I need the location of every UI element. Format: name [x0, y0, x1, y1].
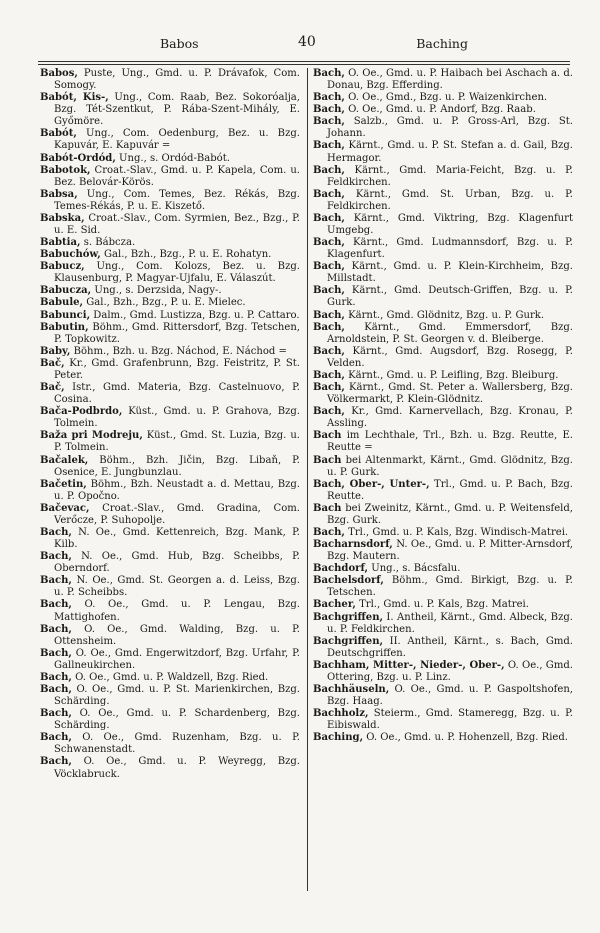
entry — [313, 708, 573, 732]
entry-headword: Bach — [313, 454, 342, 466]
entry — [40, 261, 300, 285]
entry-headword: Bač, — [40, 382, 65, 394]
entry — [313, 599, 573, 611]
entry-headword: Bach, — [313, 212, 345, 224]
entry-text: Kärnt., Gmd. Ludmannsdorf, Bzg. u. P. Klagenfurt. — [327, 237, 573, 261]
entry-headword: Bach, — [313, 188, 345, 200]
entry-headword: Bačalek, — [40, 454, 89, 466]
entry — [40, 346, 300, 358]
entry — [40, 599, 300, 623]
entry-text: Böhm., Bzh. Jičin, Bzg. Libaň, P. Osenice, E. Jungbunzlau. — [54, 454, 300, 478]
entry-text: Böhm., Bzh. u. Bzg. Náchod, E. Náchod = — [70, 345, 287, 357]
entry-headword: Bach, — [313, 261, 345, 273]
entry-text: O. Oe., Gmd., Bzg. u. P. Waizenkirchen. — [344, 92, 548, 104]
entry-text: Kärnt., Gmd. Maria-Feicht, Bzg. u. P. Feldkirchen. — [327, 164, 573, 188]
entry-headword: Bach — [313, 502, 342, 514]
entry — [40, 479, 300, 503]
entry — [40, 382, 300, 406]
entry — [40, 237, 300, 249]
entry-text: O. Oe., Gmd. Engerwitzdorf, Bzg. Urfahr, P. Gallneukirchen. — [54, 647, 300, 671]
entry — [313, 563, 573, 575]
entry-headword: Bach, — [313, 164, 345, 176]
entry-text: Trl., Gmd. u. P. Kals, Bzg. Windisch-Matrei. — [344, 526, 569, 538]
entry-text: N. Oe., Gmd. u. P. Mitter-Arnsdorf, Bzg. Mautern. — [327, 539, 573, 563]
entry — [40, 756, 300, 780]
entry — [313, 346, 573, 370]
entry-text: O. Oe., Gmd. u. P. Weyregg, Bzg. Vöcklabruck. — [54, 756, 300, 780]
entry — [313, 370, 573, 382]
entry-headword: Babule, — [40, 297, 84, 309]
entry — [40, 455, 300, 479]
entry — [313, 310, 573, 322]
entry-text: Kärnt., Gmd. u. P. St. Stefan a. d. Gail, Bzg. Hermagor. — [327, 140, 573, 164]
entry-text: im Lechthale, Trl., Bzh. u. Bzg. Reutte, E. Reutte = — [327, 430, 573, 454]
entry-headword: Babuchów, — [40, 249, 101, 261]
entry-headword: Bachham, Mitter-, Nieder-, Ober-, — [313, 659, 505, 671]
entry-text: O. Oe., Gmd. u. P. Gaspoltshofen, Bzg. Haag. — [327, 683, 573, 708]
entry — [40, 249, 300, 261]
entry-text: Kärnt., Gmd. St. Peter a. Wallersberg, Bzg. Völkermarkt, P. Klein-Glödnitz. — [327, 382, 573, 406]
entry-headword: Babót, Kis-, — [40, 92, 109, 104]
entry — [40, 358, 300, 382]
entry — [40, 165, 300, 189]
entry-headword: Baby, — [40, 345, 71, 357]
gazetteer-columns — [40, 68, 574, 928]
entry-text: O. Oe., Gmd. u. P. Lengau, Bzg. Mattighofen. — [54, 599, 300, 623]
entry-text: Kärnt., Gmd. Deutsch-Griffen, Bzg. u. P. Gurk. — [327, 285, 573, 309]
entry-headword: Babtia, — [40, 237, 81, 249]
entry-text: O. Oe., Gmd. u. P. Hohenzell, Bzg. Ried. — [363, 732, 569, 744]
entry-text: N. Oe., Gmd. Kettenreich, Bzg. Mank, P. Kilb. — [54, 526, 300, 551]
entry — [40, 648, 300, 672]
entry-text: O. Oe., Gmd. u. P. Haibach bei Aschach a. d. Donau, Bzg. Efferding. — [327, 68, 573, 92]
entry-headword: Bachgriffen, — [313, 635, 383, 647]
entry-text: Kärnt., Gmd. Emmersdorf, Bzg. Arnoldstein, P. St. Georgen v. d. Bleiberge. — [327, 321, 573, 345]
entry — [313, 68, 573, 92]
header-rule — [38, 61, 570, 62]
entry-headword: Bach, — [313, 369, 345, 381]
entry-headword: Bach, — [313, 382, 345, 394]
entry-text: Kärnt., Gmd. St. Urban, Bzg. u. P. Feldkirchen. — [327, 188, 573, 212]
entry-text: Steierm., Gmd. Stameregg, Bzg. u. P. Eibiswald. — [327, 708, 573, 732]
entry-headword: Bach, — [313, 140, 345, 152]
entry-headword: Bach — [313, 430, 342, 442]
left-column — [40, 68, 300, 781]
entry-text: Croat.-Slav., Com. Syrmien, Bez., Bzg., P. u. E. Sid. — [54, 212, 300, 237]
entry-text: O. Oe., Gmd. u. P. Schardenberg, Bzg. Schärding. — [54, 708, 300, 732]
entry — [40, 672, 300, 684]
entry-text: O. Oe., Gmd. Ruzenham, Bzg. u. P. Schwanenstadt. — [54, 732, 300, 756]
entry — [40, 285, 300, 297]
entry-headword: Bachhäuseln, — [313, 683, 390, 695]
entry — [40, 503, 300, 527]
entry-text: Küst., Gmd. u. P. Grahova, Bzg. Tolmein. — [54, 406, 300, 430]
entry-text: N. Oe., Gmd. St. Georgen a. d. Leiss, Bzg. u. P. Scheibbs. — [54, 575, 300, 599]
entry — [313, 382, 573, 406]
entry — [313, 140, 573, 164]
entry — [313, 116, 573, 140]
entry — [313, 636, 573, 660]
entry-text: Ung., Com. Oedenburg, Bez. u. Bzg. Kapuvár, E. Kapuvár = — [54, 128, 300, 152]
entry-headword: Bach, — [313, 321, 345, 333]
entry — [40, 68, 300, 92]
right-column — [313, 68, 573, 744]
entry-headword: Bach, — [40, 671, 72, 683]
entry — [40, 551, 300, 575]
page-header — [40, 34, 568, 54]
entry — [40, 153, 300, 165]
entry-headword: Bach, — [313, 526, 345, 538]
entry-text: Istr., Gmd. Materia, Bzg. Castelnuovo, P. Cosina. — [54, 382, 300, 406]
entry-headword: Bach, — [313, 68, 345, 79]
entry — [40, 92, 300, 128]
entry-text: Kärnt., Gmd. Augsdorf, Bzg. Rosegg, P. Velden. — [327, 345, 573, 369]
entry-text: O. Oe., Gmd. u. P. Waldzell, Bzg. Ried. — [71, 671, 269, 683]
entry-headword: Bach, — [40, 599, 72, 611]
entry-text: Gal., Bzh., Bzg., P. u. E. Mielec. — [83, 297, 246, 309]
entry — [313, 539, 573, 563]
entry — [40, 684, 300, 708]
entry — [313, 612, 573, 636]
entry-text: Kr., Gmd. Grafenbrunn, Bzg. Feistritz, P. St. Peter. — [54, 357, 300, 381]
entry-text: Ung., Com. Raab, Bez. Sokoróalja, Bzg. Tét-Szentkut, P. Rába-Szent-Mihály, E. Győmöre. — [54, 92, 300, 128]
entry-headword: Bach, — [40, 575, 72, 587]
entry-headword: Bach, Ober-, Unter-, — [313, 478, 430, 490]
entry — [313, 684, 573, 708]
entry-headword: Babunci, — [40, 309, 91, 321]
entry-headword: Bach, — [313, 104, 345, 116]
entry-text: O. Oe., Gmd. Walding, Bzg. u. P. Ottensheim. — [54, 623, 300, 647]
entry-headword: Bach, — [313, 309, 345, 321]
entry-text: Kärnt., Gmd. u. P. Klein-Kirchheim, Bzg. Millstadt. — [327, 261, 573, 285]
entry-headword: Babucza, — [40, 285, 92, 297]
entry — [313, 732, 573, 744]
entry-text: bei Altenmarkt, Kärnt., Gmd. Glödnitz, Bzg. u. P. Gurk. — [327, 454, 573, 478]
entry — [40, 708, 300, 732]
entry — [313, 104, 573, 116]
entry-headword: Bach, — [313, 406, 345, 418]
entry — [40, 310, 300, 322]
entry-headword: Bach, — [313, 92, 345, 104]
entry-text: Dalm., Gmd. Lustizza, Bzg. u. P. Cattaro. — [90, 309, 300, 321]
entry-headword: Babsa, — [40, 188, 78, 200]
entry-headword: Bach, — [40, 756, 72, 768]
entry — [313, 261, 573, 285]
entry — [313, 285, 573, 309]
page-number: 40 — [298, 34, 316, 50]
entry-headword: Bačevac, — [40, 502, 90, 514]
entry — [40, 732, 300, 756]
entry — [313, 322, 573, 346]
entry — [313, 455, 573, 479]
entry-text: Böhm., Bzh. Neustadt a. d. Mettau, Bzg. u. P. Opočno. — [54, 478, 300, 502]
entry — [40, 624, 300, 648]
entry-text: Gal., Bzh., Bzg., P. u. E. Rohatyn. — [100, 249, 272, 261]
entry — [313, 213, 573, 237]
entry-headword: Bač, — [40, 357, 65, 369]
entry-headword: Baža pri Modreju, — [40, 430, 143, 442]
entry — [313, 92, 573, 104]
header-rule-2 — [38, 64, 570, 65]
entry-text: Kärnt., Gmd. Viktring, Bzg. Klagenfurt Umgebg. — [327, 212, 573, 237]
entry-text: Ung., Com. Kolozs, Bez. u. Bzg. Klausenburg, P. Magyar-Ujfalu, E. Válaszút. — [54, 261, 300, 285]
entry — [40, 297, 300, 309]
entry-text: Küst., Gmd. St. Luzia, Bzg. u. P. Tolmein. — [54, 430, 300, 454]
entry — [40, 527, 300, 551]
entry-text: s. Bábcza. — [80, 237, 136, 249]
entry-headword: Bacharnsdorf, — [313, 539, 393, 551]
entry-headword: Bach, — [40, 551, 72, 563]
entry-text: O. Oe., Gmd. Ottering, Bzg. u. P. Linz. — [327, 659, 573, 683]
entry-headword: Babót, — [40, 128, 77, 140]
entry-text: Puste, Ung., Gmd. u. P. Drávafok, Com. Somogy. — [54, 68, 300, 92]
entry-headword: Babutin, — [40, 321, 89, 333]
entry-headword: Bachgriffen, — [313, 611, 383, 623]
entry-text: Ung., s. Derzsida, Nagy-. — [91, 285, 222, 297]
entry — [313, 406, 573, 430]
entry — [40, 322, 300, 346]
entry-headword: Bachelsdorf, — [313, 575, 384, 587]
entry-text: Trl., Gmd. u. P. Kals, Bzg. Matrei. — [355, 599, 529, 611]
entry-text: Ung., s. Ordód-Babót. — [115, 152, 230, 164]
entry-headword: Babska, — [40, 212, 85, 224]
entry — [40, 128, 300, 152]
entry-headword: Bach, — [313, 345, 345, 357]
entry-headword: Bach, — [40, 526, 72, 538]
entry-text: bei Zweinitz, Kärnt., Gmd. u. P. Weitensfeld, Bzg. Gurk. — [327, 502, 573, 526]
entry-headword: Bach, — [40, 623, 72, 635]
header-left-keyword: Babos — [160, 36, 199, 51]
entry — [313, 189, 573, 213]
entry-headword: Bacher, — [313, 599, 356, 611]
entry-text: N. Oe., Gmd. Hub, Bzg. Scheibbs, P. Oberndorf. — [54, 551, 300, 575]
entry-text: Salzb., Gmd. u. P. Gross-Arl, Bzg. St. Johann. — [327, 116, 573, 140]
entry-headword: Bačetin, — [40, 478, 87, 490]
entry-headword: Babót-Ordód, — [40, 152, 116, 164]
entry-text: Croat.-Slav., Gmd. Gradina, Com. Verőcze, P. Suhopolje. — [54, 502, 300, 526]
entry-text: I. Antheil, Kärnt., Gmd. Albeck, Bzg. u. P. Feldkirchen. — [327, 611, 573, 635]
entry-headword: Baching, — [313, 732, 364, 744]
entry-text: Kärnt., Gmd. Glödnitz, Bzg. u. P. Gurk. — [344, 309, 545, 321]
entry-headword: Bachdorf, — [313, 563, 369, 575]
entry-text: Böhm., Gmd. Rittersdorf, Bzg. Tetschen, P. Topkowitz. — [54, 321, 300, 345]
entry — [313, 527, 573, 539]
entry-headword: Babotok, — [40, 164, 91, 176]
entry-text: Trl., Gmd. u. P. Bach, Bzg. Reutte. — [327, 478, 574, 502]
entry-text: Kr., Gmd. Karnervellach, Bzg. Kronau, P. Assling. — [327, 406, 573, 430]
entry — [40, 406, 300, 430]
entry-text: Kärnt., Gmd. u. P. Leifling, Bzg. Bleiburg. — [344, 369, 559, 381]
entry-headword: Bača-Podbrdo, — [40, 406, 123, 418]
entry — [40, 575, 300, 599]
entry — [313, 503, 573, 527]
entry-headword: Bach, — [40, 647, 72, 659]
entry-headword: Bach, — [40, 683, 72, 695]
entry-text: II. Antheil, Kärnt., s. Bach, Gmd. Deutschgriffen. — [327, 635, 573, 659]
entry — [313, 479, 573, 503]
entry-headword: Bach, — [313, 285, 345, 297]
entry-text: Ung., s. Bácsfalu. — [368, 563, 461, 575]
entry — [40, 213, 300, 237]
entry-headword: Bach, — [313, 116, 345, 128]
entry-headword: Bach, — [313, 237, 345, 249]
entry-text: Böhm., Gmd. Birkigt, Bzg. u. P. Tetschen. — [327, 575, 573, 599]
entry-headword: Bach, — [40, 732, 72, 744]
entry — [313, 237, 573, 261]
entry-text: Croat.-Slav., Gmd. u. P. Kapela, Com. u. Bez. Belovár-Körös. — [54, 164, 300, 188]
entry-headword: Babucz, — [40, 261, 85, 273]
entry-headword: Bach, — [40, 708, 72, 720]
entry-text: O. Oe., Gmd. u. P. St. Marienkirchen, Bzg. Schärding. — [54, 683, 300, 708]
entry-text: Ung., Com. Temes, Bez. Rékás, Bzg. Temes-Rékás, P. u. E. Kiszető. — [54, 188, 300, 212]
entry — [313, 660, 573, 684]
entry — [313, 165, 573, 189]
header-right-keyword: Baching — [416, 36, 468, 51]
entry — [313, 575, 573, 599]
entry — [40, 189, 300, 213]
entry — [40, 430, 300, 454]
entry — [313, 430, 573, 454]
entry-headword: Babos, — [40, 68, 78, 79]
entry-text: O. Oe., Gmd. u. P. Andorf, Bzg. Raab. — [344, 104, 536, 116]
entry-headword: Bachholz, — [313, 708, 369, 720]
